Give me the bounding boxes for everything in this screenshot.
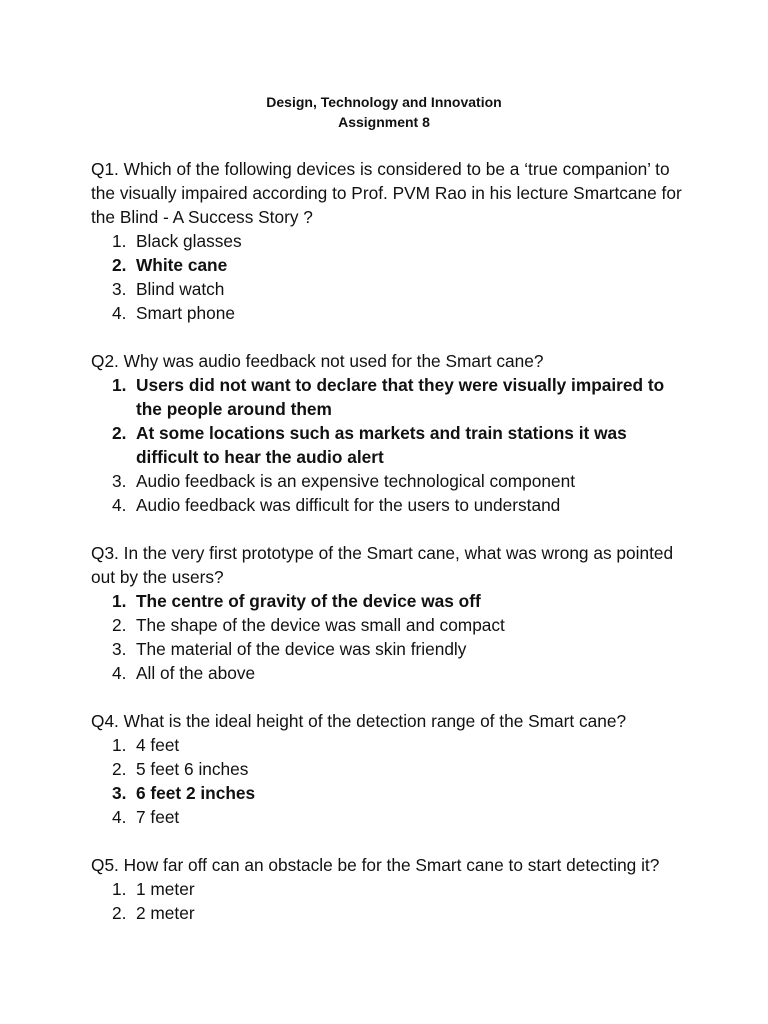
question-text: Q3. In the very first prototype of the Smart cane, what was wrong as pointed out by the users? xyxy=(91,543,674,587)
option-text: The shape of the device was small and compact xyxy=(136,615,505,635)
question-text: Q2. Why was audio feedback not used for the Smart cane? xyxy=(91,351,544,371)
option-number: 1. xyxy=(112,879,127,899)
option-item xyxy=(91,301,688,325)
option-number: 4. xyxy=(112,303,127,323)
option-number: 2. xyxy=(112,759,127,779)
option-number: 3. xyxy=(112,279,127,299)
option-list xyxy=(91,733,688,829)
option-item xyxy=(91,613,688,637)
option-number: 1. xyxy=(112,375,127,395)
option-item-correct xyxy=(91,373,688,421)
option-item-correct xyxy=(91,421,688,469)
option-list xyxy=(91,589,688,685)
option-text: Audio feedback was difficult for the users to understand xyxy=(136,495,561,515)
option-item-correct xyxy=(91,253,688,277)
question-1 xyxy=(91,157,688,325)
option-text: 5 feet 6 inches xyxy=(136,759,249,779)
option-item xyxy=(91,277,688,301)
option-number: 4. xyxy=(112,807,127,827)
option-item-correct xyxy=(91,781,688,805)
option-number: 3. xyxy=(112,639,127,659)
option-item xyxy=(91,877,688,901)
option-text: 4 feet xyxy=(136,735,180,755)
question-text: Q1. Which of the following devices is considered to be a ‘true companion’ to the visually impaired according to Prof. PVM Rao in his lecture Smartcane for the Blind - A Success Story ? xyxy=(91,159,682,227)
question-text: Q4. What is the ideal height of the detection range of the Smart cane? xyxy=(91,711,627,731)
document-title: Design, Technology and Innovation xyxy=(266,94,502,110)
document-subtitle: Assignment 8 xyxy=(338,114,430,130)
option-text: The material of the device was skin friendly xyxy=(136,639,467,659)
option-item xyxy=(91,661,688,685)
option-text: The centre of gravity of the device was off xyxy=(136,591,481,611)
option-number: 1. xyxy=(112,591,127,611)
option-text: 1 meter xyxy=(136,879,195,899)
option-number: 2. xyxy=(112,255,127,275)
option-item xyxy=(91,637,688,661)
option-number: 4. xyxy=(112,495,127,515)
option-item xyxy=(91,493,688,517)
question-3 xyxy=(91,541,688,685)
option-text: All of the above xyxy=(136,663,256,683)
question-2 xyxy=(91,349,688,517)
option-text: White cane xyxy=(136,255,228,275)
option-list xyxy=(91,877,688,925)
option-number: 2. xyxy=(112,903,127,923)
option-text: Smart phone xyxy=(136,303,235,323)
option-number: 3. xyxy=(112,471,127,491)
option-number: 1. xyxy=(112,231,127,251)
question-5 xyxy=(91,853,688,925)
option-item xyxy=(91,805,688,829)
option-number: 1. xyxy=(112,735,127,755)
question-text: Q5. How far off can an obstacle be for the Smart cane to start detecting it? xyxy=(91,855,660,875)
option-text: 6 feet 2 inches xyxy=(136,783,256,803)
option-number: 2. xyxy=(112,423,127,443)
option-item xyxy=(91,229,688,253)
option-text: Users did not want to declare that they were visually impaired to the people around them xyxy=(136,375,665,419)
option-number: 3. xyxy=(112,783,127,803)
option-item xyxy=(91,733,688,757)
option-number: 2. xyxy=(112,615,127,635)
option-text: Audio feedback is an expensive technological component xyxy=(136,471,576,491)
option-item xyxy=(91,469,688,493)
option-text: 2 meter xyxy=(136,903,195,923)
option-text: At some locations such as markets and train stations it was difficult to hear the audio alert xyxy=(136,423,627,467)
option-text: 7 feet xyxy=(136,807,180,827)
option-text: Blind watch xyxy=(136,279,225,299)
question-4 xyxy=(91,709,688,829)
option-text: Black glasses xyxy=(136,231,242,251)
option-number: 4. xyxy=(112,663,127,683)
option-list xyxy=(91,373,688,517)
document-header xyxy=(80,92,688,132)
question-list xyxy=(91,157,688,925)
option-item-correct xyxy=(91,589,688,613)
option-item xyxy=(91,757,688,781)
option-list xyxy=(91,229,688,325)
option-item xyxy=(91,901,688,925)
